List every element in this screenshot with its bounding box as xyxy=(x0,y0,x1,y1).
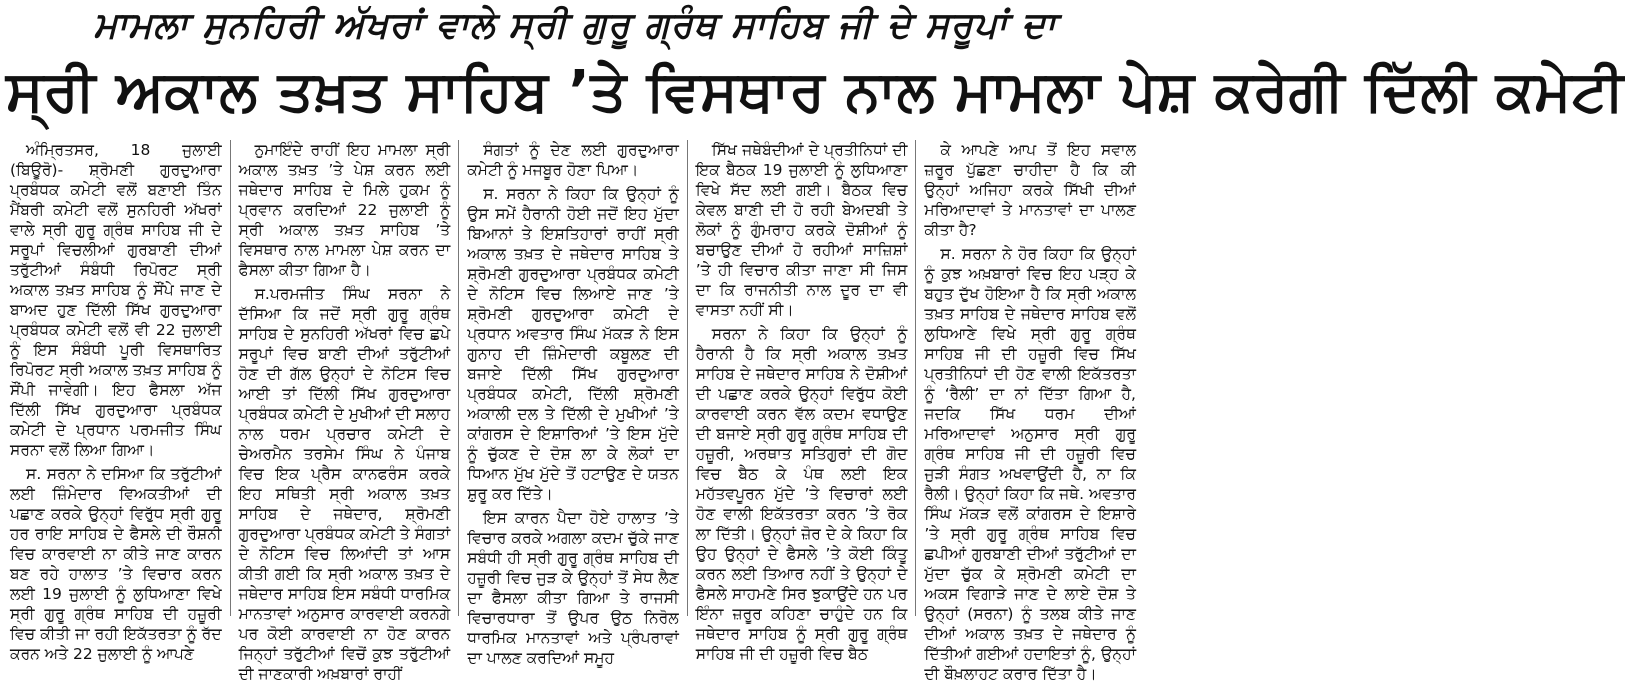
paragraph: ਸ. ਸਰਨਾ ਨੇ ਹੋਰ ਕਿਹਾ ਕਿ ਉਨ੍ਹਾਂ ਨੂੰ ਕੁਝ ਅਖ਼ਬਾਰਾਂ ਵਿਚ ਇਹ ਪੜ੍ਹ ਕੇ ਬਹੁਤ ਦੁੱਖ ਹੋਇਆ ਹੈ ਕਿ ਸ੍ਰੀ ਅਕਾਲ ਤਖ਼ਤ ਸਾਹਿਬ ਦੇ ਜਥੇਦਾਰ ਸਾਹਿਬ ਵਲੋਂ ਲੁਧਿਆਣੇ ਵਿਖੇ ਸ੍ਰੀ ਗੁਰੂ ਗ੍ਰੰਥ ਸਾਹਿਬ ਜੀ ਦੀ ਹਜ਼ੂਰੀ ਵਿਚ ਸਿੱਖ ਪ੍ਰਤੀਨਿਧਾਂ ਦੀ ਹੋਣ ਵਾਲੀ ਇਕੱਤਰਤਾ ਨੂੰ ‘ਰੈਲੀ’ ਦਾ ਨਾਂ ਦਿੱਤਾ ਗਿਆ ਹੈ, ਜਦਕਿ ਸਿੱਖ ਧਰਮ ਦੀਆਂ ਮਰਿਆਦਾਵਾਂ ਅਨੁਸਾਰ ਸ੍ਰੀ ਗੁਰੂ ਗ੍ਰੰਥ ਸਾਹਿਬ ਜੀ ਦੀ ਹਜ਼ੂਰੀ ਵਿਚ ਜੁੜੀ ਸੰਗਤ ਅਖਵਾਉਂਦੀ ਹੈ, ਨਾ ਕਿ ਰੈਲੀ। ਉਨ੍ਹਾਂ ਕਿਹਾ ਕਿ ਜਥੇ. ਅਵਤਾਰ ਸਿੰਘ ਮੱਕੜ ਵਲੋਂ ਕਾਂਗਰਸ ਦੇ ਇਸ਼ਾਰੇ ’ਤੇ ਸ੍ਰੀ ਗੁਰੂ ਗ੍ਰੰਥ ਸਾਹਿਬ ਵਿਚ ਛਪੀਆਂ ਗੁਰਬਾਣੀ ਦੀਆਂ ਤਰੁੱਟੀਆਂ ਦਾ ਮੁੱਦਾ ਚੁੱਕ ਕੇ ਸ਼੍ਰੋਮਣੀ ਕਮੇਟੀ ਦਾ ਅਕਸ ਵਿਗਾੜੇ ਜਾਣ ਦੇ ਲਾਏ ਦੋਸ਼ ਤੇ ਉਨ੍ਹਾਂ (ਸਰਨਾ) ਨੂੰ ਤਲਬ ਕੀਤੇ ਜਾਣ ਦੀਆਂ ਅਕਾਲ ਤਖ਼ਤ ਦੇ ਜਥੇਦਾਰ ਨੂੰ ਦਿੱਤੀਆਂ ਗਈਆਂ ਹਦਾਇਤਾਂ ਨੂੰ, ਉਨ੍ਹਾਂ ਦੀ ਬੌਖ਼ਲਾਹਟ ਕਰਾਰ ਦਿੱਤਾ ਹੈ। xyxy=(924,245,1136,683)
article-column-5 xyxy=(915,140,1144,683)
paragraph: ਸਿੱਖ ਜਥੇਬੰਦੀਆਂ ਦੇ ਪ੍ਰਤੀਨਿਧਾਂ ਦੀ ਇਕ ਬੈਠਕ 19 ਜੁਲਾਈ ਨੂੰ ਲੁਧਿਆਣਾ ਵਿਖੇ ਸੱਦ ਲਈ ਗਈ। ਬੈਠਕ ਵਿਚ ਕੇਵਲ ਬਾਣੀ ਦੀ ਹੋ ਰਹੀ ਬੇਅਦਬੀ ਤੇ ਲੋਕਾਂ ਨੂੰ ਗੁੰਮਰਾਹ ਕਰਕੇ ਦੋਸ਼ੀਆਂ ਨੂੰ ਬਚਾਉਣ ਦੀਆਂ ਹੋ ਰਹੀਆਂ ਸਾਜ਼ਿਸ਼ਾਂ ’ਤੇ ਹੀ ਵਿਚਾਰ ਕੀਤਾ ਜਾਣਾ ਸੀ ਜਿਸ ਦਾ ਕਿ ਰਾਜਨੀਤੀ ਨਾਲ ਦੂਰ ਦਾ ਵੀ ਵਾਸਤਾ ਨਹੀਂ ਸੀ। xyxy=(695,141,908,319)
article-column-3 xyxy=(458,140,687,667)
article-column-2 xyxy=(230,140,459,683)
paragraph: ਸਰਨਾ ਨੇ ਕਿਹਾ ਕਿ ਉਨ੍ਹਾਂ ਨੂੰ ਹੈਰਾਨੀ ਹੈ ਕਿ ਸ੍ਰੀ ਅਕਾਲ ਤਖ਼ਤ ਸਾਹਿਬ ਦੇ ਜਥੇਦਾਰ ਸਾਹਿਬ ਨੇ ਦੋਸ਼ੀਆਂ ਦੀ ਪਛਾਣ ਕਰਕੇ ਉਨ੍ਹਾਂ ਵਿਰੁੱਧ ਕੋਈ ਕਾਰਵਾਈ ਕਰਨ ਵੱਲ ਕਦਮ ਵਧਾਉਣ ਦੀ ਬਜਾਏ ਸ੍ਰੀ ਗੁਰੂ ਗ੍ਰੰਥ ਸਾਹਿਬ ਦੀ ਹਜ਼ੂਰੀ, ਅਰਥਾਤ ਸਤਿਗੁਰਾਂ ਦੀ ਗੋਦ ਵਿਚ ਬੈਠ ਕੇ ਪੰਥ ਲਈ ਇਕ ਮਹੱਤਵਪੂਰਨ ਮੁੱਦੇ ’ਤੇ ਵਿਚਾਰਾਂ ਲਈ ਹੋਣ ਵਾਲੀ ਇਕੱਤਰਤਾ ਕਰਨ ’ਤੇ ਰੋਕ ਲਾ ਦਿੱਤੀ। ਉਨ੍ਹਾਂ ਜ਼ੋਰ ਦੇ ਕੇ ਕਿਹਾ ਕਿ ਉਹ ਉਨ੍ਹਾਂ ਦੇ ਫੈਸਲੇ ’ਤੇ ਕੋਈ ਕਿੰਤੂ ਕਰਨ ਲਈ ਤਿਆਰ ਨਹੀਂ ਤੇ ਉਨ੍ਹਾਂ ਦੇ ਫੈਸਲੇ ਸਾਹਮਣੇ ਸਿਰ ਝੁਕਾਉਂਦੇ ਹਨ ਪਰ ਇੰਨਾ ਜ਼ਰੂਰ ਕਹਿਣਾ ਚਾਹੁੰਦੇ ਹਨ ਕਿ ਜਥੇਦਾਰ ਸਾਹਿਬ ਨੂੰ ਸ੍ਰੀ ਗੁਰੂ ਗ੍ਰੰਥ ਸਾਹਿਬ ਜੀ ਦੀ ਹਜ਼ੂਰੀ ਵਿਚ ਬੈਠ xyxy=(695,325,908,663)
paragraph: ਕੇ ਆਪਣੇ ਆਪ ਤੋਂ ਇਹ ਸਵਾਲ ਜ਼ਰੂਰ ਪੁੱਛਣਾ ਚਾਹੀਦਾ ਹੈ ਕਿ ਕੀ ਉਨ੍ਹਾਂ ਅਜਿਹਾ ਕਰਕੇ ਸਿੱਖੀ ਦੀਆਂ ਮਰਿਆਦਾਵਾਂ ਤੇ ਮਾਨਤਾਵਾਂ ਦਾ ਪਾਲਣ ਕੀਤਾ ਹੈ? xyxy=(924,141,1136,239)
paragraph: ਅੰਮ੍ਰਿਤਸਰ, 18 ਜੁਲਾਈ (ਬਿਊਰੋ)- ਸ਼੍ਰੋਮਣੀ ਗੁਰਦੁਆਰਾ ਪ੍ਰਬੰਧਕ ਕਮੇਟੀ ਵਲੋਂ ਬਣਾਈ ਤਿੰਨ ਮੈਂਬਰੀ ਕਮੇਟੀ ਵਲੋਂ ਸੁਨਹਿਰੀ ਅੱਖਰਾਂ ਵਾਲੇ ਸ੍ਰੀ ਗੁਰੂ ਗ੍ਰੰਥ ਸਾਹਿਬ ਜੀ ਦੇ ਸਰੂਪਾਂ ਵਿਚਲੀਆਂ ਗੁਰਬਾਣੀ ਦੀਆਂ ਤਰੁੱਟੀਆਂ ਸੰਬੰਧੀ ਰਿਪੋਰਟ ਸ੍ਰੀ ਅਕਾਲ ਤਖ਼ਤ ਸਾਹਿਬ ਨੂੰ ਸੌਂਪੇ ਜਾਣ ਦੇ ਬਾਅਦ ਹੁਣ ਦਿੱਲੀ ਸਿੱਖ ਗੁਰਦੁਆਰਾ ਪ੍ਰਬੰਧਕ ਕਮੇਟੀ ਵਲੋਂ ਵੀ 22 ਜੁਲਾਈ ਨੂੰ ਇਸ ਸੰਬੰਧੀ ਪੂਰੀ ਵਿਸਥਾਰਿਤ ਰਿਪੋਰਟ ਸ੍ਰੀ ਅਕਾਲ ਤਖ਼ਤ ਸਾਹਿਬ ਨੂੰ ਸੌਂਪੀ ਜਾਵੇਗੀ। ਇਹ ਫੈਸਲਾ ਅੱਜ ਦਿੱਲੀ ਸਿੱਖ ਗੁਰਦੁਆਰਾ ਪ੍ਰਬੰਧਕ ਕਮੇਟੀ ਦੇ ਪ੍ਰਧਾਨ ਪਰਮਜੀਤ ਸਿੰਘ ਸਰਨਾ ਵਲੋਂ ਲਿਆ ਗਿਆ। xyxy=(10,141,222,459)
article-body xyxy=(6,140,1144,683)
main-headline: ਸ੍ਰੀ ਅਕਾਲ ਤਖ਼ਤ ਸਾਹਿਬ ’ਤੇ ਵਿਸਥਾਰ ਨਾਲ ਮਾਮਲਾ ਪੇਸ਼ ਕਰੇਗੀ ਦਿੱਲੀ ਕਮੇਟੀ xyxy=(6,59,1625,124)
article-column-4 xyxy=(687,140,916,663)
paragraph: ਨੁਮਾਇੰਦੇ ਰਾਹੀਂ ਇਹ ਮਾਮਲਾ ਸ੍ਰੀ ਅਕਾਲ ਤਖ਼ਤ ’ਤੇ ਪੇਸ਼ ਕਰਨ ਲਈ ਜਥੇਦਾਰ ਸਾਹਿਬ ਦੇ ਮਿਲੇ ਹੁਕਮ ਨੂੰ ਪ੍ਰਵਾਨ ਕਰਦਿਆਂ 22 ਜੁਲਾਈ ਨੂੰ ਸ੍ਰੀ ਅਕਾਲ ਤਖ਼ਤ ਸਾਹਿਬ ’ਤੇ ਵਿਸਥਾਰ ਨਾਲ ਮਾਮਲਾ ਪੇਸ਼ ਕਰਨ ਦਾ ਫੈਸਲਾ ਕੀਤਾ ਗਿਆ ਹੈ। xyxy=(238,141,451,279)
paragraph: ਸ. ਸਰਨਾ ਨੇ ਕਿਹਾ ਕਿ ਉਨ੍ਹਾਂ ਨੂੰ ਉਸ ਸਮੇਂ ਹੈਰਾਨੀ ਹੋਈ ਜਦੋਂ ਇਹ ਮੁੱਦਾ ਬਿਆਨਾਂ ਤੇ ਇਸ਼ਤਿਹਾਰਾਂ ਰਾਹੀਂ ਸ੍ਰੀ ਅਕਾਲ ਤਖ਼ਤ ਦੇ ਜਥੇਦਾਰ ਸਾਹਿਬ ਤੇ ਸ਼੍ਰੋਮਣੀ ਗੁਰਦੁਆਰਾ ਪ੍ਰਬੰਧਕ ਕਮੇਟੀ ਦੇ ਨੋਟਿਸ ਵਿਚ ਲਿਆਏ ਜਾਣ ’ਤੇ ਸ਼੍ਰੋਮਣੀ ਗੁਰਦੁਆਰਾ ਕਮੇਟੀ ਦੇ ਪ੍ਰਧਾਨ ਅਵਤਾਰ ਸਿੰਘ ਮੱਕੜ ਨੇ ਇਸ ਗੁਨਾਹ ਦੀ ਜ਼ਿੰਮੇਦਾਰੀ ਕਬੂਲਣ ਦੀ ਬਜਾਏ ਦਿੱਲੀ ਸਿੱਖ ਗੁਰਦੁਆਰਾ ਪ੍ਰਬੰਧਕ ਕਮੇਟੀ, ਦਿੱਲੀ ਸ਼੍ਰੋਮਣੀ ਅਕਾਲੀ ਦਲ ਤੇ ਦਿੱਲੀ ਦੇ ਮੁਖੀਆਂ ’ਤੇ ਕਾਂਗਰਸ ਦੇ ਇਸ਼ਾਰਿਆਂ ’ਤੇ ਇਸ ਮੁੱਦੇ ਨੂੰ ਚੁੱਕਣ ਦੇ ਦੋਸ਼ ਲਾ ਕੇ ਲੋਕਾਂ ਦਾ ਧਿਆਨ ਮੁੱਖ ਮੁੱਦੇ ਤੋਂ ਹਟਾਉਣ ਦੇ ਯਤਨ ਸ਼ੁਰੂ ਕਰ ਦਿੱਤੇ। xyxy=(467,185,679,503)
article-column-1 xyxy=(6,140,230,663)
kicker-headline: ਮਾਮਲਾ ਸੁਨਹਿਰੀ ਅੱਖਰਾਂ ਵਾਲੇ ਸ੍ਰੀ ਗੁਰੂ ਗ੍ਰੰਥ ਸਾਹਿਬ ਜੀ ਦੇ ਸਰੂਪਾਂ ਦਾ xyxy=(93,5,1057,46)
paragraph: ਸ.ਪਰਮਜੀਤ ਸਿੰਘ ਸਰਨਾ ਨੇ ਦੱਸਿਆ ਕਿ ਜਦੋਂ ਸ੍ਰੀ ਗੁਰੂ ਗ੍ਰੰਥ ਸਾਹਿਬ ਦੇ ਸੁਨਹਿਰੀ ਅੱਖਰਾਂ ਵਿਚ ਛਪੇ ਸਰੂਪਾਂ ਵਿਚ ਬਾਣੀ ਦੀਆਂ ਤਰੁੱਟੀਆਂ ਹੋਣ ਦੀ ਗੱਲ ਉਨ੍ਹਾਂ ਦੇ ਨੋਟਿਸ ਵਿਚ ਆਈ ਤਾਂ ਦਿੱਲੀ ਸਿੱਖ ਗੁਰਦੁਆਰਾ ਪ੍ਰਬੰਧਕ ਕਮੇਟੀ ਦੇ ਮੁਖੀਆਂ ਦੀ ਸਲਾਹ ਨਾਲ ਧਰਮ ਪ੍ਰਚਾਰ ਕਮੇਟੀ ਦੇ ਚੇਅਰਮੈਨ ਤਰਸੇਮ ਸਿੰਘ ਨੇ ਪੰਜਾਬ ਵਿਚ ਇਕ ਪ੍ਰੈਸ ਕਾਨਫਰੰਸ ਕਰਕੇ ਇਹ ਸਥਿਤੀ ਸ੍ਰੀ ਅਕਾਲ ਤਖ਼ਤ ਸਾਹਿਬ ਦੇ ਜਥੇਦਾਰ, ਸ਼੍ਰੋਮਣੀ ਗੁਰਦੁਆਰਾ ਪ੍ਰਬੰਧਕ ਕਮੇਟੀ ਤੇ ਸੰਗਤਾਂ ਦੇ ਨੋਟਿਸ ਵਿਚ ਲਿਆਂਦੀ ਤਾਂ ਆਸ ਕੀਤੀ ਗਈ ਕਿ ਸ੍ਰੀ ਅਕਾਲ ਤਖ਼ਤ ਦੇ ਜਥੇਦਾਰ ਸਾਹਿਬ ਇਸ ਸਬੰਧੀ ਧਾਰਮਿਕ ਮਾਨਤਾਵਾਂ ਅਨੁਸਾਰ ਕਾਰਵਾਈ ਕਰਨਗੇ ਪਰ ਕੋਈ ਕਾਰਵਾਈ ਨਾ ਹੋਣ ਕਾਰਨ ਜਿਨ੍ਹਾਂ ਤਰੁੱਟੀਆਂ ਵਿਚੋਂ ਕੁਝ ਤਰੁੱਟੀਆਂ ਦੀ ਜਾਣਕਾਰੀ ਅਖ਼ਬਾਰਾਂ ਰਾਹੀਂ xyxy=(238,285,451,683)
paragraph: ਇਸ ਕਾਰਨ ਪੈਦਾ ਹੋਏ ਹਾਲਾਤ ’ਤੇ ਵਿਚਾਰ ਕਰਕੇ ਅਗਲਾ ਕਦਮ ਚੁੱਕੇ ਜਾਣ ਸਬੰਧੀ ਹੀ ਸ੍ਰੀ ਗੁਰੂ ਗ੍ਰੰਥ ਸਾਹਿਬ ਦੀ ਹਜ਼ੂਰੀ ਵਿਚ ਜੁੜ ਕੇ ਉਨ੍ਹਾਂ ਤੋਂ ਸੇਧ ਲੈਣ ਦਾ ਫੈਸਲਾ ਕੀਤਾ ਗਿਆ ਤੇ ਰਾਜਸੀ ਵਿਚਾਰਧਾਰਾ ਤੋਂ ਉਪਰ ਉਠ ਨਿਰੋਲ ਧਾਰਮਿਕ ਮਾਨਤਾਵਾਂ ਅਤੇ ਪ੍ਰੰਪਰਾਵਾਂ ਦਾ ਪਾਲਣ ਕਰਦਿਆਂ ਸਮੂਹ xyxy=(467,509,679,667)
paragraph: ਸੰਗਤਾਂ ਨੂੰ ਦੇਣ ਲਈ ਗੁਰਦੁਆਰਾ ਕਮੇਟੀ ਨੂੰ ਮਜਬੂਰ ਹੋਣਾ ਪਿਆ। xyxy=(467,141,679,179)
paragraph: ਸ. ਸਰਨਾ ਨੇ ਦਸਿਆ ਕਿ ਤਰੁੱਟੀਆਂ ਲਈ ਜ਼ਿੰਮੇਦਾਰ ਵਿਅਕਤੀਆਂ ਦੀ ਪਛਾਣ ਕਰਕੇ ਉਨ੍ਹਾਂ ਵਿਰੁੱਧ ਸ੍ਰੀ ਗੁਰੂ ਹਰ ਰਾਇ ਸਾਹਿਬ ਦੇ ਫੈਸਲੇ ਦੀ ਰੌਸ਼ਨੀ ਵਿਚ ਕਾਰਵਾਈ ਨਾ ਕੀਤੇ ਜਾਣ ਕਾਰਨ ਬਣ ਰਹੇ ਹਾਲਾਤ ’ਤੇ ਵਿਚਾਰ ਕਰਨ ਲਈ 19 ਜੁਲਾਈ ਨੂੰ ਲੁਧਿਆਣਾ ਵਿਖੇ ਸ੍ਰੀ ਗੁਰੂ ਗ੍ਰੰਥ ਸਾਹਿਬ ਦੀ ਹਜ਼ੂਰੀ ਵਿਚ ਕੀਤੀ ਜਾ ਰਹੀ ਇਕੱਤਰਤਾ ਨੂੰ ਰੱਦ ਕਰਨ ਅਤੇ 22 ਜੁਲਾਈ ਨੂੰ ਆਪਣੇ xyxy=(10,465,222,663)
